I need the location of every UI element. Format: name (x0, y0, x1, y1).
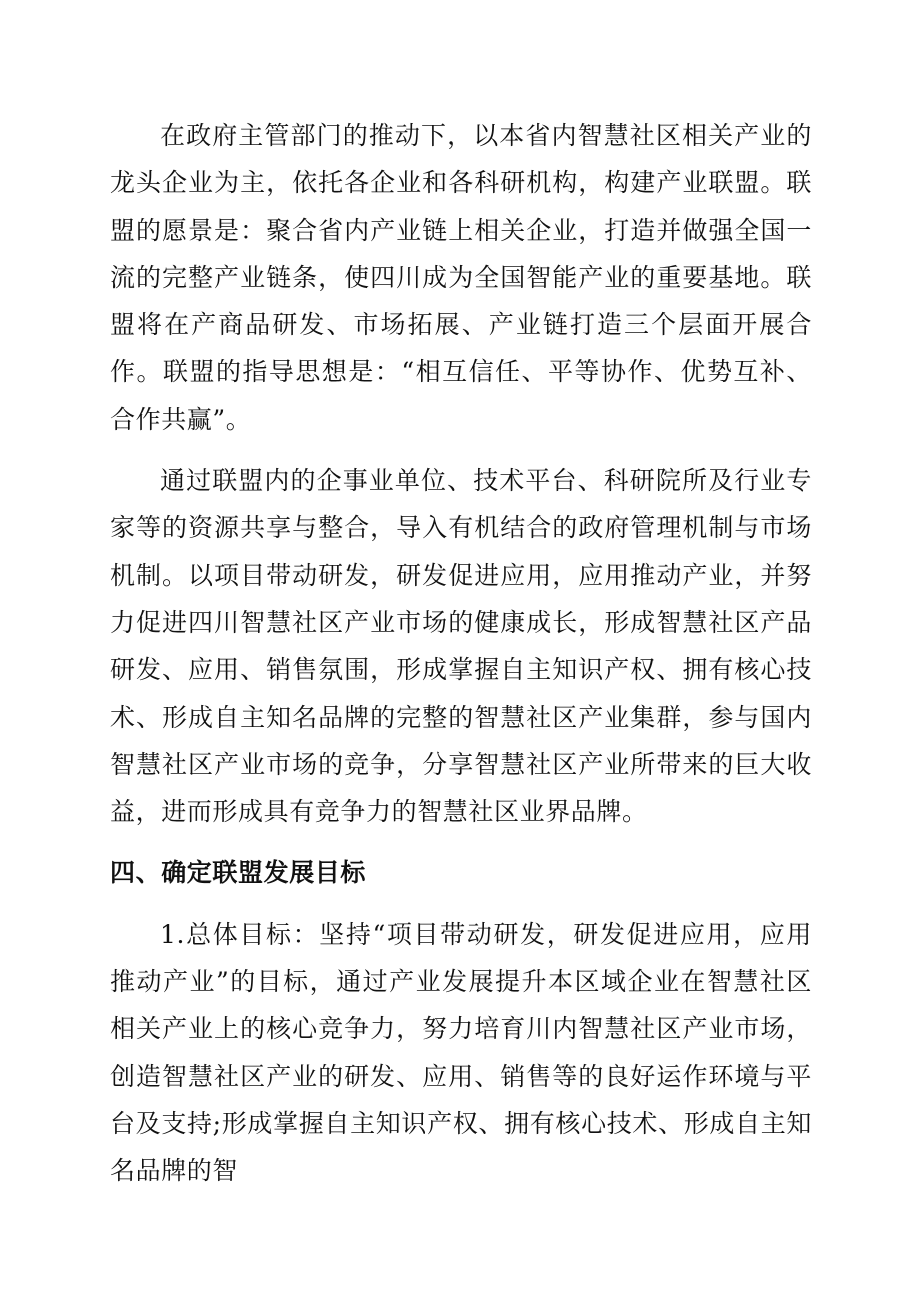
document-body (110, 112, 812, 1195)
paragraph-resource-sharing: 通过联盟内的企事业单位、技术平台、科研院所及行业专家等的资源共享与整合，导入有机结合的政府管理机制与市场机制。以项目带动研发，研发促进应用，应用推动产业，并努力促进四川智慧社区产业市场的健康成长，形成智慧社区产品研发、应用、销售氛围，形成掌握自主知识产权、拥有核心技术、形成自主知名品牌的完整的智慧社区产业集群，参与国内智慧社区产业市场的竞争，分享智慧社区产业所带来的巨大收益，进而形成具有竞争力的智慧社区业界品牌。 (110, 466, 812, 827)
paragraph-overall-goal: 1.总体目标：坚持“项目带动研发，研发促进应用，应用推动产业”的目标，通过产业发展提升本区域企业在智慧社区相关产业上的核心竞争力，努力培育川内智慧社区产业市场，创造智慧社区产业的研发、应用、销售等的良好运作环境与平台及支持;形成掌握自主知识产权、拥有核心技术、形成自主知名品牌的智 (110, 919, 812, 1186)
paragraph-alliance-vision: 在政府主管部门的推动下，以本省内智慧社区相关产业的龙头企业为主，依托各企业和各科研机构，构建产业联盟。联盟的愿景是：聚合省内产业链上相关企业，打造并做强全国一流的完整产业链条，使四川成为全国智能产业的重要基地。联盟将在产商品研发、市场拓展、产业链打造三个层面开展合作。联盟的指导思想是：“相互信任、平等协作、优势互补、合作共赢”。 (110, 121, 812, 434)
section-heading-development-goals: 四、确定联盟发展目标 (110, 858, 367, 888)
